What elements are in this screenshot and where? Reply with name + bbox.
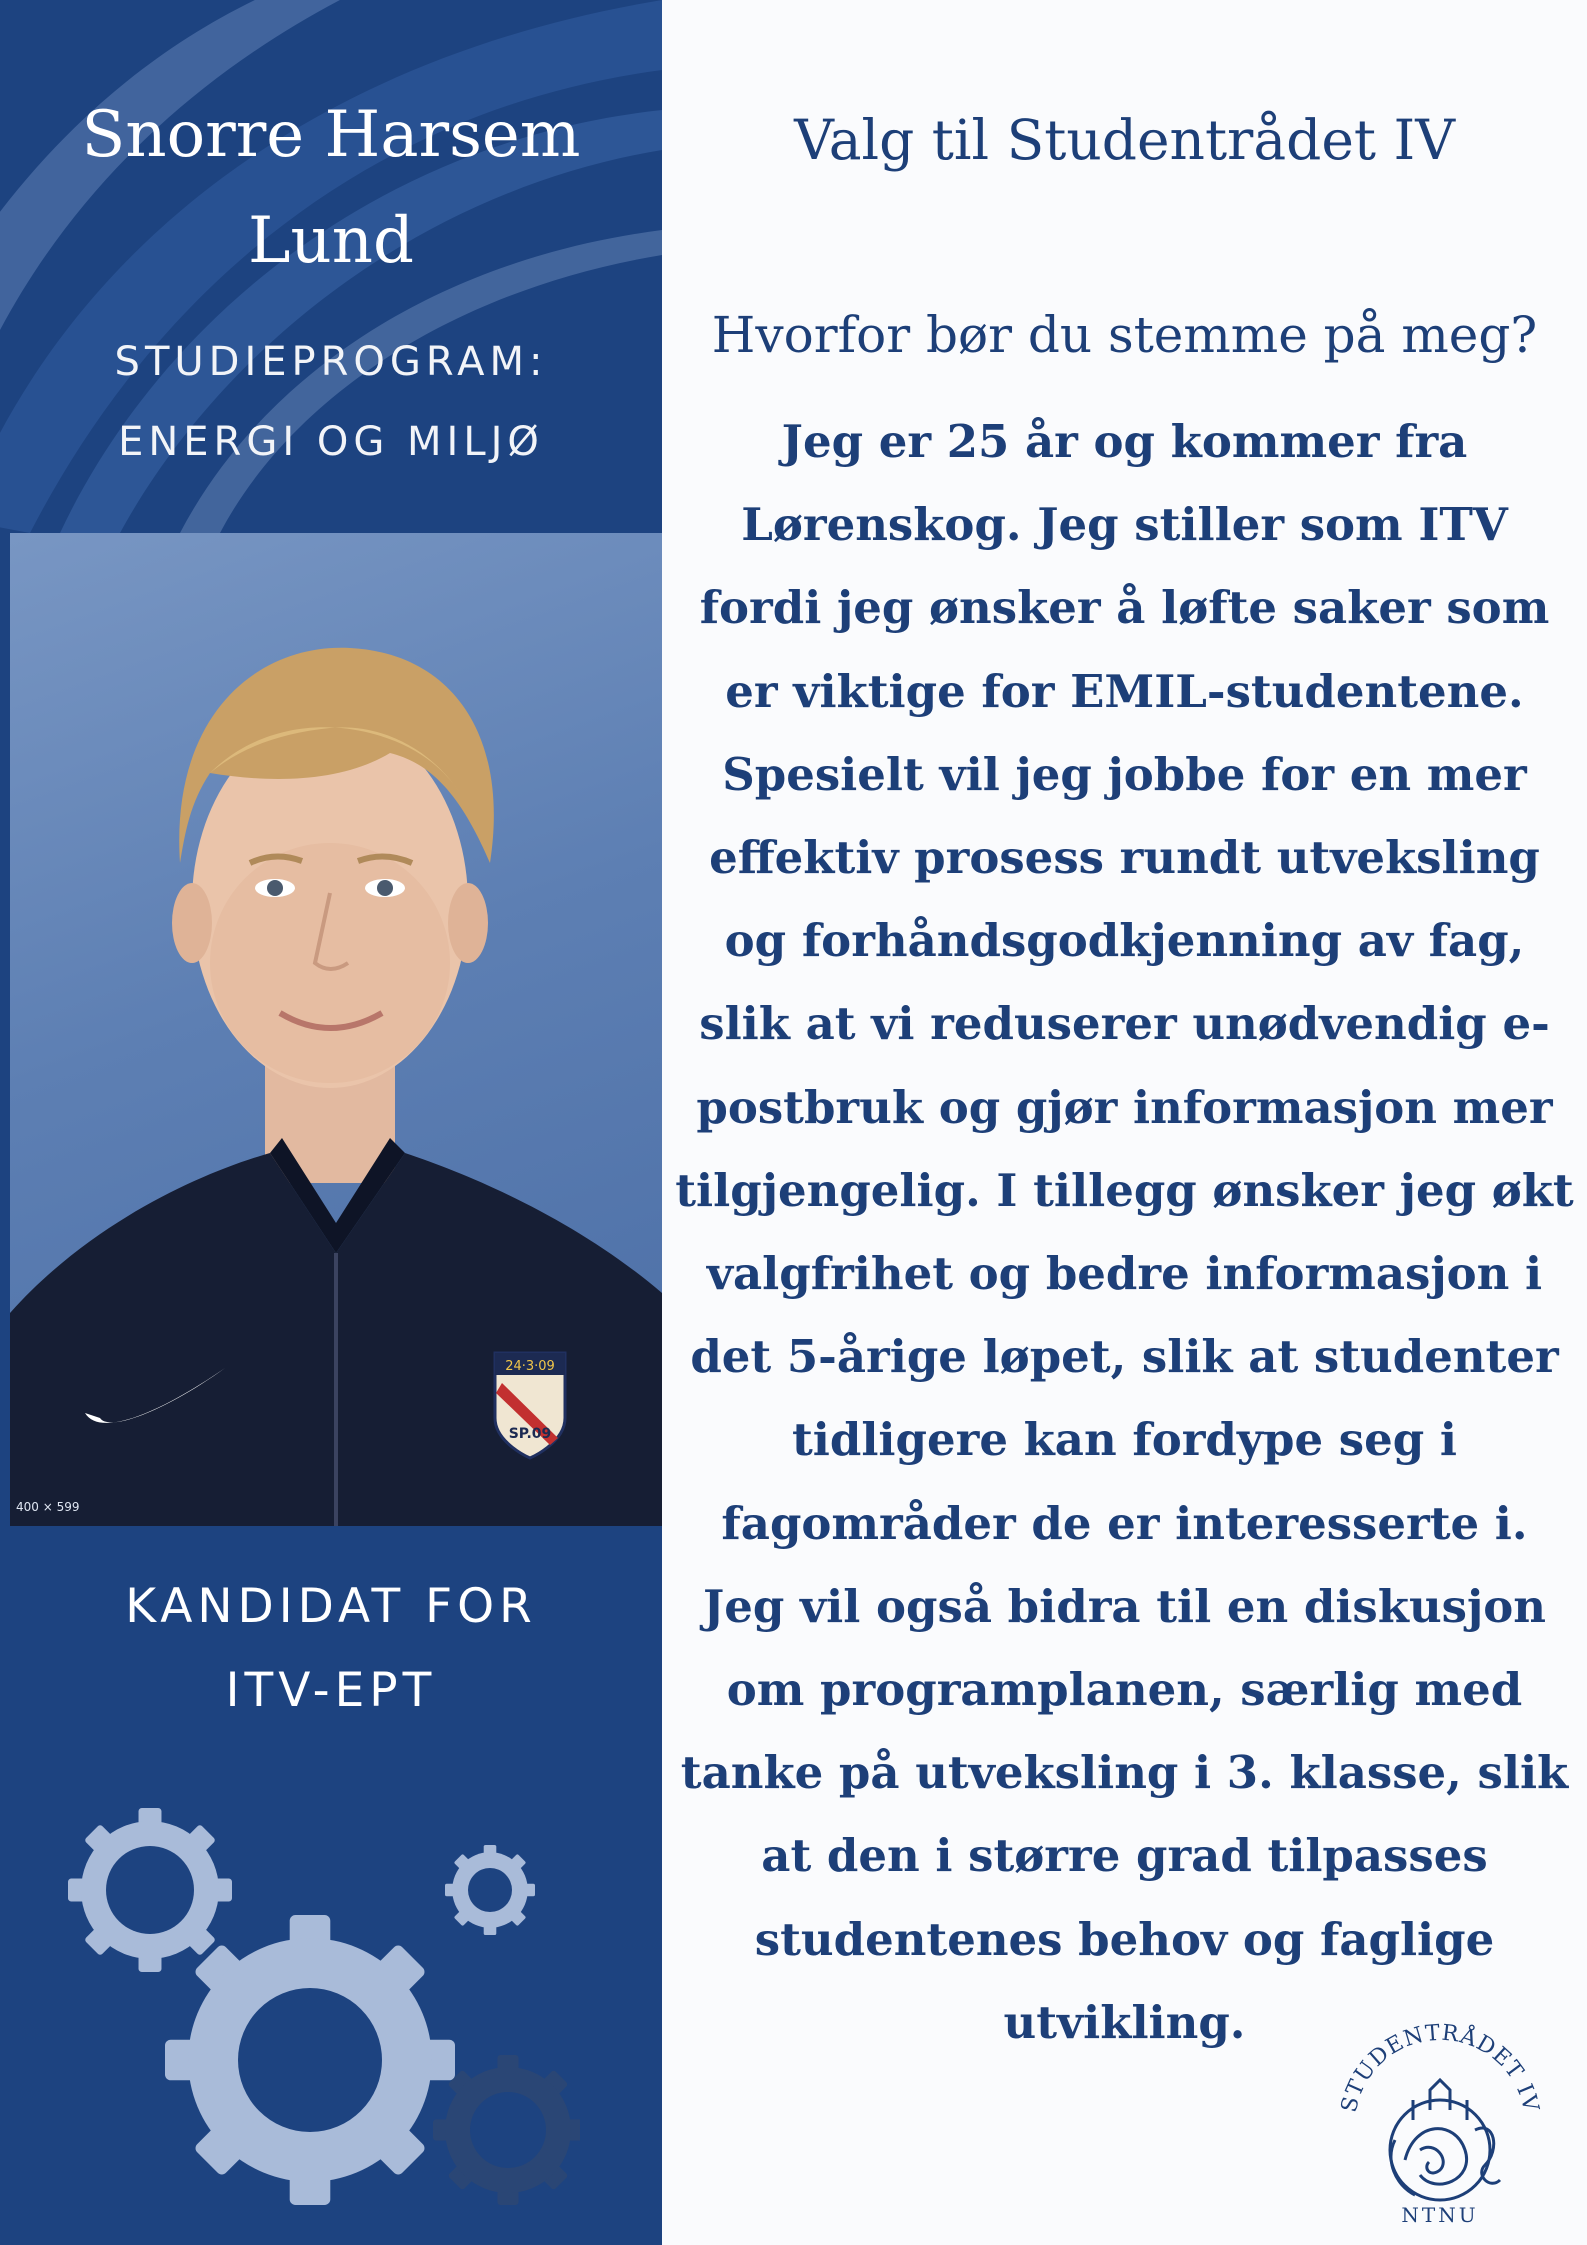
body-line: om programplanen, særlig med — [726, 1663, 1523, 1717]
page-title: Valg til Studentrådet IV — [794, 108, 1455, 172]
candidate-name: Snorre Harsem Lund — [81, 98, 581, 278]
club-badge — [495, 1353, 565, 1458]
body-line: fordi jeg ønsker å løfte saker som — [699, 581, 1550, 635]
study-program: STUDIEPROGRAM: ENERGI OG MILJØ — [114, 339, 548, 465]
gears-illustration — [60, 1790, 580, 2220]
body-line: slik at vi reduserer unødvendig e- — [699, 997, 1550, 1051]
body-line: tilgjengelig. I tillegg ønsker jeg økt — [675, 1163, 1574, 1217]
body-line: at den i større grad tilpasses — [761, 1829, 1488, 1883]
body-line: det 5-årige løpet, slik at studenter — [690, 1330, 1559, 1384]
candidate-photo — [10, 533, 662, 1526]
svg-text:24·3·09: 24·3·09 — [505, 1359, 555, 1374]
body-line: utvikling. — [1003, 1995, 1246, 2049]
body-line: studentenes behov og faglige — [754, 1912, 1495, 1966]
body-line: effektiv prosess rundt utveksling — [709, 831, 1540, 885]
svg-text:NTNU: NTNU — [1401, 2203, 1479, 2227]
body-line: Jeg vil også bidra til en diskusjon — [702, 1579, 1547, 1633]
candidate-role: KANDIDAT FOR ITV-EPT — [125, 1579, 537, 1718]
body-line: postbruk og gjør informasjon mer — [696, 1080, 1553, 1134]
svg-text:SP.09: SP.09 — [508, 1426, 552, 1442]
body-line: tidligere kan fordype seg i — [791, 1413, 1457, 1467]
body-line: tanke på utveksling i 3. klasse, slik — [680, 1746, 1569, 1800]
motivation-text — [662, 400, 1587, 2064]
left-sidebar — [0, 0, 662, 2245]
body-line: Spesielt vil jeg jobbe for en mer — [722, 747, 1527, 801]
photo-size-label: 400 × 599 — [16, 1500, 80, 1514]
body-line: fagområder de er interesserte i. — [721, 1496, 1528, 1550]
studentradet-seal-logo — [1325, 2000, 1555, 2230]
page-subtitle: Hvorfor bør du stemme på meg? — [711, 306, 1538, 364]
body-line: er viktige for EMIL-studentene. — [725, 664, 1524, 718]
body-line: Lørenskog. Jeg stiller som ITV — [741, 498, 1508, 552]
body-line: valgfrihet og bedre informasjon i — [706, 1247, 1543, 1301]
svg-text:STUDENTRÅDET IV: STUDENTRÅDET IV — [1336, 2020, 1544, 2115]
body-line: og forhåndsgodkjenning av fag, — [724, 914, 1525, 968]
body-line: Jeg er 25 år og kommer fra — [781, 415, 1468, 468]
